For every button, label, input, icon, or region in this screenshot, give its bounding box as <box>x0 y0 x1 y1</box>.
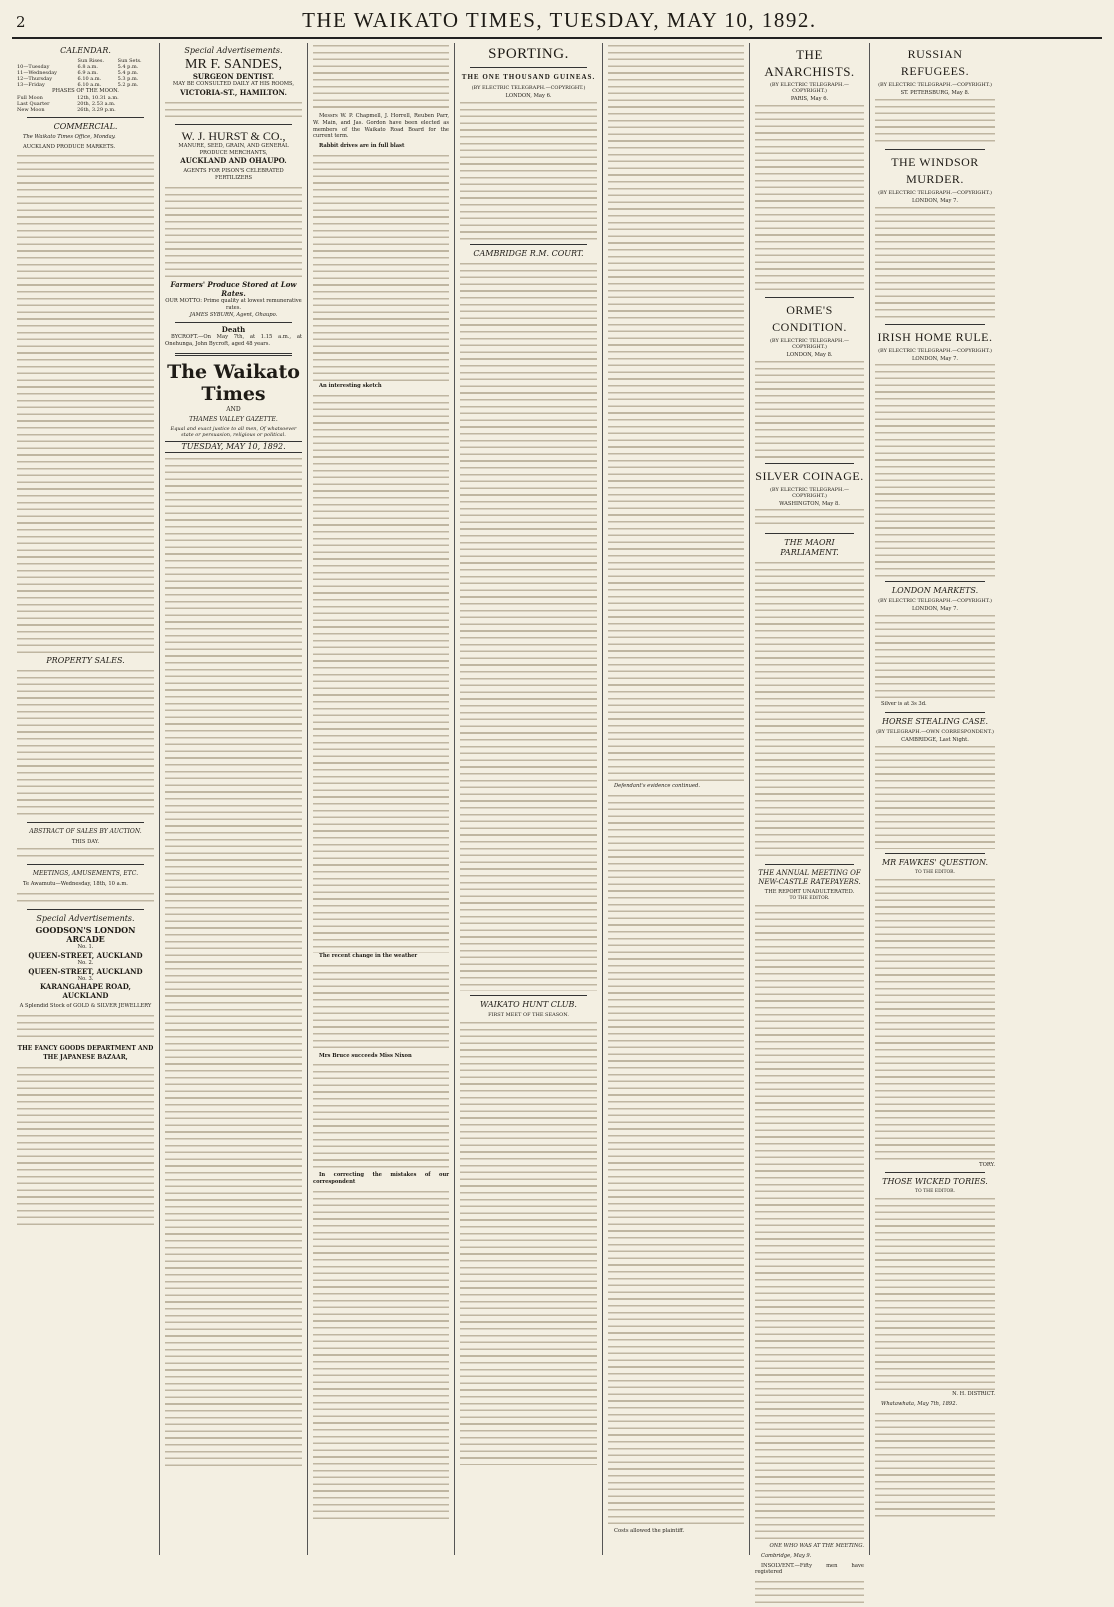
anarchists-body-text <box>755 103 864 293</box>
divider <box>175 322 292 323</box>
correction-paragraph-head: In correcting the mistakes of our correspondent <box>313 1172 449 1186</box>
table-cell: 26th, 3.29 p.m. <box>77 106 116 113</box>
divider <box>27 864 144 865</box>
goodson-line: QUEEN-STREET, AUCKLAND <box>28 950 143 960</box>
divider <box>765 463 854 464</box>
column-5 <box>603 43 750 1555</box>
divider <box>470 995 587 996</box>
sporting-heading: SPORTING. <box>488 46 569 62</box>
hurst-advert <box>165 129 302 319</box>
special-ads-heading: Special Advertisements. <box>36 913 135 923</box>
table-cell: 10—Tuesday <box>17 64 50 70</box>
hurst-place: AUCKLAND AND OHAUPO. <box>180 156 287 166</box>
irish-body-text <box>875 362 995 577</box>
dentist-body-text <box>165 100 302 120</box>
annual-signoff: ONE WHO WAS AT THE MEETING. <box>769 1542 864 1549</box>
hunt-body-text <box>460 1020 597 1465</box>
weather-paragraph-text <box>313 963 449 1053</box>
hunt-subheading: FIRST MEET OF THE SEASON. <box>488 1011 569 1018</box>
school-paragraph-text <box>313 1062 449 1172</box>
windsor-tag: (BY ELECTRIC TELEGRAPH.—COPYRIGHT.) <box>878 189 992 196</box>
table-cell: 13—Friday <box>17 82 45 88</box>
hurst-motto: OUR MOTTO: Prime quality at lowest remunerative rates. <box>165 297 302 311</box>
meetings-text: Te Awamutu—Wednesday, 18th, 10 a.m. <box>23 881 128 888</box>
wicked-heading: THOSE WICKED TORIES. <box>882 1177 988 1187</box>
wicked-signoff: N. H. DISTRICT. <box>952 1391 995 1398</box>
russian-dateline: ST. PETERSBURG, May 8. <box>900 90 970 96</box>
paper-and: AND <box>226 405 241 413</box>
calendar-heading: CALENDAR. <box>60 46 111 55</box>
editorial-body-text <box>165 456 302 1466</box>
wicked-place: Whatawhata, May 7th, 1892. <box>881 1400 958 1407</box>
dentist-role: SURGEON DENTIST. <box>192 72 275 81</box>
guineas-dateline: LONDON, May 6. <box>505 93 552 99</box>
bazaar-body-text <box>17 1065 154 1225</box>
masthead <box>12 8 1102 39</box>
table-cell: Sun Rises. <box>77 58 105 64</box>
irish-heading: IRISH HOME RULE. <box>877 329 993 344</box>
hurst-body-text <box>165 185 302 280</box>
table-cell: New Moon <box>17 106 45 113</box>
table-cell: 12th, 10.31 a.m. <box>77 94 119 101</box>
fawkes-editor: TO THE EDITOR. <box>915 869 955 875</box>
dentist-name: MR F. SANDES, <box>185 57 282 72</box>
windsor-body-text <box>875 205 995 320</box>
meetings-body-text <box>17 891 154 905</box>
masthead-title: THE WAIKATO TIMES, TUESDAY, MAY 10, 1892. <box>302 8 817 32</box>
commercial-lead: AUCKLAND PRODUCE MARKETS. <box>23 143 116 150</box>
markets-body-text <box>875 613 995 701</box>
guineas-heading: THE ONE THOUSAND GUINEAS. <box>461 73 596 81</box>
table-cell: 6.9 a.m. <box>77 70 98 76</box>
road-board-paragraph: Messrs W. P. Chapmell, J. Horrell, Reuben Parr, W. Main, and Jas. Gordon have been elected as members of the Waikato Road Board for the current term. <box>313 113 449 140</box>
guineas-body-text <box>460 100 597 240</box>
anarchists-dateline: PARIS, May 6. <box>790 96 829 102</box>
hurst-name: W. J. HURST & CO., <box>181 128 286 143</box>
annual-subheading: THE REPORT UNADULTERATED. <box>764 889 855 896</box>
divider <box>27 909 144 910</box>
annual-heading: THE ANNUAL MEETING OF NEW-CASTLE RATEPAYERS. <box>758 869 861 887</box>
divider <box>885 712 985 713</box>
hunt-heading: WAIKATO HUNT CLUB. <box>480 999 577 1009</box>
horse-tag: (BY TELEGRAPH.—OWN CORRESPONDENT.) <box>876 728 994 735</box>
table-cell: 5.2 p.m. <box>117 82 139 88</box>
hurst-trade: MANURE, SEED, GRAIN, AND GENERAL PRODUCE MERCHANTS, <box>178 142 289 156</box>
annual-editor: TO THE EDITOR. <box>789 896 830 902</box>
markets-silver: Silver is at 3s 3d. <box>881 701 927 708</box>
goodson-line: No. 1. <box>77 943 94 950</box>
moon-heading: PHASES OF THE MOON. <box>52 88 119 94</box>
wicked-editor: TO THE EDITOR. <box>915 1189 955 1195</box>
wicked-body-text <box>875 1196 995 1391</box>
table-cell: 11—Wednesday <box>17 70 58 76</box>
rabbit-paragraph-head: Rabbit drives are in full blast <box>319 143 405 150</box>
paper-title: The Waikato Times <box>167 360 300 405</box>
hurst-sign: JAMES SYBURN, Agent, Ohaupo. <box>189 311 278 318</box>
property-heading: PROPERTY SALES. <box>46 656 125 666</box>
divider <box>885 324 985 325</box>
column-3-bottom-text <box>313 1189 449 1519</box>
table-cell: 6.10 a.m. <box>77 76 102 82</box>
windsor-dateline: LONDON, May 7. <box>911 197 959 204</box>
sketch-paragraph-head: An interesting sketch <box>319 382 382 389</box>
table-cell: 5.3 p.m. <box>117 76 139 82</box>
silver-heading: SILVER COINAGE. <box>755 468 864 483</box>
hurst-agents: AGENTS FOR PISON'S CELEBRATED FERTILIZERS <box>183 168 284 182</box>
death-text: BYCROFT.—On May 7th, at 1.15 a.m., at Onehunga, John Bycroft, aged 48 years. <box>165 334 302 347</box>
commercial-heading: COMMERCIAL. <box>53 121 118 131</box>
insolvent-line: INSOLVENT.—Fifty men have registered <box>755 1562 864 1576</box>
column-5-bottom-text <box>608 793 744 1528</box>
divider <box>765 297 854 298</box>
table-row <box>17 107 154 113</box>
hurst-farmers: Farmers' Produce Stored at Low Rates. <box>170 279 297 298</box>
anarchists-heading: THE ANARCHISTS. <box>764 47 855 79</box>
special-ads-heading: Special Advertisements. <box>184 46 283 55</box>
column-4 <box>455 43 603 1555</box>
divider <box>27 117 144 118</box>
irish-tag: (BY ELECTRIC TELEGRAPH.—COPYRIGHT.) <box>878 347 992 354</box>
goodson-line: No. 3. <box>77 975 94 982</box>
table-cell: Last Quarter <box>17 100 50 107</box>
horse-dateline: CAMBRIDGE, Last Night. <box>901 736 969 743</box>
ormes-tag: (BY ELECTRIC TELEGRAPH.—COPYRIGHT.) <box>769 337 849 350</box>
divider <box>885 1172 985 1173</box>
abstract-heading: ABSTRACT OF SALES BY AUCTION. <box>29 828 142 836</box>
court-heading: CAMBRIDGE R.M. COURT. <box>473 248 584 258</box>
commercial-intro: The Waikato Times Office, Monday. <box>23 133 116 140</box>
irish-dateline: LONDON, May 7. <box>911 355 959 362</box>
column-3 <box>308 43 455 1555</box>
table-cell: 6.8 a.m. <box>77 64 98 70</box>
ormes-heading: ORME'S CONDITION. <box>772 302 847 334</box>
calendar-table <box>17 58 154 88</box>
horse-body-text <box>875 744 995 849</box>
court-body-text <box>460 261 597 991</box>
goodson-advert <box>17 926 154 1225</box>
page-number: 2 <box>16 13 26 31</box>
divider <box>885 853 985 854</box>
goodson-line: No. 2. <box>77 959 94 966</box>
dentist-advert <box>165 58 302 120</box>
ormes-body-text <box>755 359 864 459</box>
bazaar-head: THE FANCY GOODS DEPARTMENT AND THE JAPANESE BAZAAR, <box>17 1045 154 1062</box>
horse-heading: HORSE STEALING CASE. <box>881 716 989 726</box>
column-7-bottom-text <box>875 1411 995 1521</box>
column-5-top-text <box>608 43 744 783</box>
column-6 <box>750 43 870 1576</box>
goodson-line: QUEEN-STREET, AUCKLAND <box>28 966 143 976</box>
column-1 <box>12 43 160 1555</box>
maori-body-text <box>755 560 864 860</box>
insolvent-body-text <box>755 1579 864 1607</box>
table-cell: 5.4 p.m. <box>117 70 139 76</box>
paper-date: TUESDAY, MAY 10, 1892. <box>165 441 302 453</box>
paper-subtitle: THAMES VALLEY GAZETTE. <box>189 415 278 423</box>
property-body-text <box>17 668 154 818</box>
table-cell: 12—Thursday <box>17 76 53 82</box>
table-cell: Sun Sets. <box>117 58 142 64</box>
table-cell: 5.4 p.m. <box>117 64 139 70</box>
windsor-heading: THE WINDSOR MURDER. <box>891 154 979 186</box>
annual-place: Cambridge, May 9. <box>761 1552 812 1559</box>
fawkes-heading: MR FAWKES' QUESTION. <box>881 857 989 867</box>
anarchists-tag: (BY ELECTRIC TELEGRAPH.—COPYRIGHT.) <box>769 82 849 94</box>
divider <box>885 581 985 582</box>
silver-tag: (BY ELECTRIC TELEGRAPH.—COPYRIGHT.) <box>769 486 849 499</box>
column-7 <box>870 43 1000 1555</box>
divider <box>765 533 854 534</box>
markets-heading: LONDON MARKETS. <box>891 586 979 596</box>
continued-note: Defendant's evidence continued. <box>614 783 700 789</box>
abstract-text: THIS DAY. <box>71 839 100 846</box>
fawkes-body-text <box>875 877 995 1162</box>
death-heading: Death <box>221 325 246 335</box>
divider <box>885 149 985 150</box>
russian-heading: RUSSIAN REFUGEES. <box>900 47 970 78</box>
guineas-tag: (BY ELECTRIC TELEGRAPH.—COPYRIGHT.) <box>471 85 586 91</box>
abstract-body-text <box>17 846 154 860</box>
goodson-line: KARANGAHAPE ROAD, AUCKLAND <box>40 982 131 1001</box>
annual-body-text <box>755 903 864 1543</box>
table-cell: Full Moon <box>17 94 43 101</box>
paper-motto: Equal and exact justice to all men, Of whatsoever state or persuasion, religious or political. <box>170 425 297 438</box>
column-3-text <box>313 153 449 383</box>
column-2 <box>160 43 308 1555</box>
divider <box>175 353 292 356</box>
school-paragraph-head: Mrs Bruce succeeds Miss Nixon <box>319 1052 412 1059</box>
columns <box>12 43 1102 1576</box>
ormes-dateline: LONDON, May 8. <box>786 351 833 358</box>
divider <box>765 864 854 865</box>
commercial-body-text <box>17 153 154 653</box>
divider <box>470 67 587 68</box>
russian-body-text <box>875 97 995 145</box>
divider <box>175 124 292 125</box>
maori-heading: THE MAORI PARLIAMENT. <box>780 538 839 558</box>
goodson-stock: A Splendid Stock of GOLD & SILVER JEWELLERY <box>19 1003 152 1010</box>
markets-tag: (BY ELECTRIC TELEGRAPH.—COPYRIGHT.) <box>878 598 992 605</box>
goodson-body-text <box>17 1013 154 1041</box>
russian-tag: (BY ELECTRIC TELEGRAPH.—COPYRIGHT.) <box>878 82 992 88</box>
silver-dateline: WASHINGTON, May 8. <box>779 500 840 507</box>
goodson-head: GOODSON'S LONDON ARCADE <box>35 924 136 944</box>
dentist-consult: MAY BE CONSULTED DAILY AT HIS ROOMS, <box>172 81 295 87</box>
page-number-mirror <box>1093 13 1098 31</box>
column-3-middle-text <box>313 393 449 953</box>
moon-table <box>17 95 154 113</box>
table-cell: 20th, 2.53 a.m. <box>77 100 116 107</box>
meetings-heading: MEETINGS, AMUSEMENTS, ETC. <box>32 870 139 878</box>
divider <box>27 822 144 823</box>
costs-line: Costs allowed the plaintiff. <box>614 1527 685 1534</box>
column-3-top-text <box>313 43 449 113</box>
table-cell: 6.10 a.m. <box>77 82 102 88</box>
dentist-address: VICTORIA-ST., HAMILTON. <box>180 87 287 97</box>
fawkes-signoff: TORY. <box>979 1161 995 1168</box>
divider <box>470 244 587 245</box>
markets-dateline: LONDON, May 7. <box>911 606 959 613</box>
silver-body-text <box>755 507 864 529</box>
weather-paragraph-head: The recent change in the weather <box>319 952 418 959</box>
